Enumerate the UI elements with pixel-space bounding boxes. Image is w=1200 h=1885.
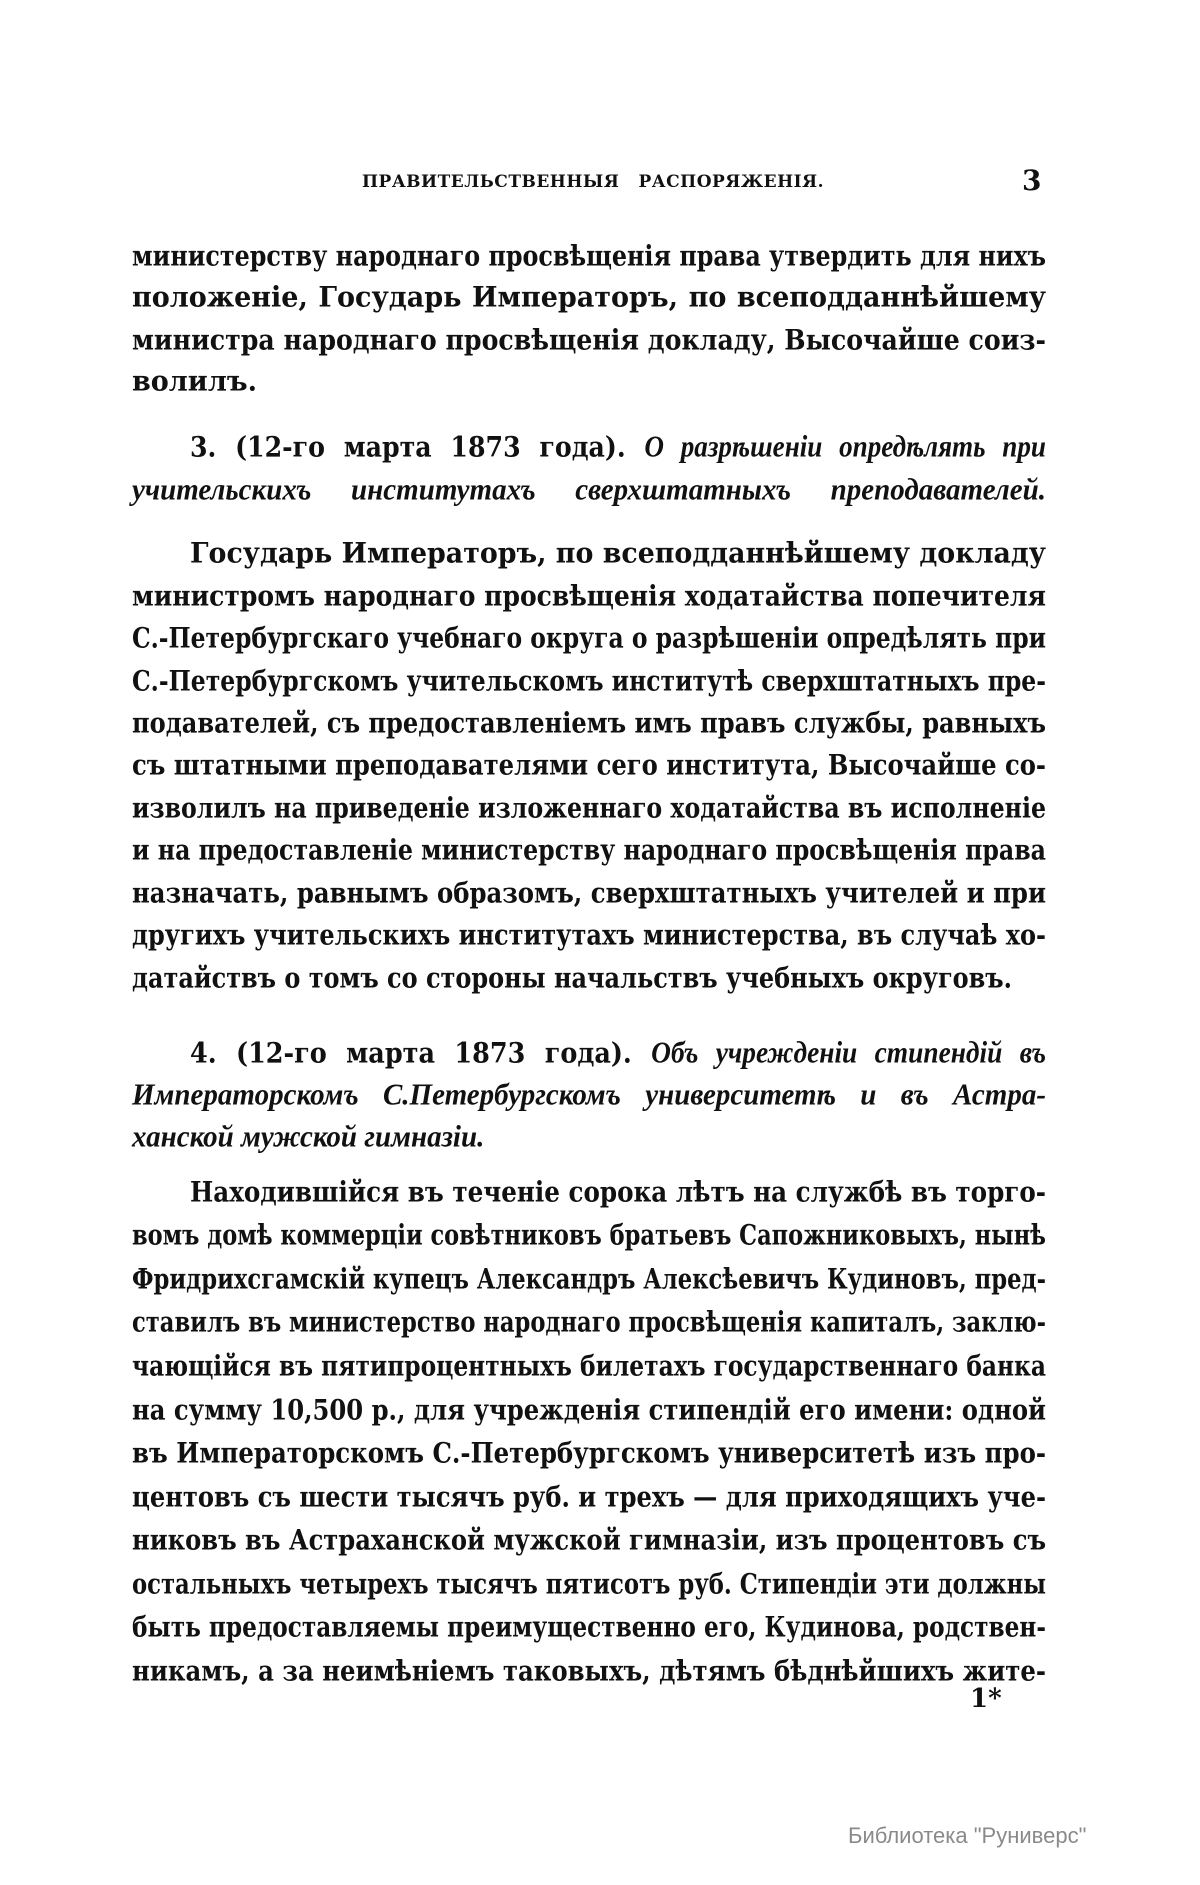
section-3-title-continued: учительскихъ институтахъ сверхштатныхъ преподавателей. bbox=[132, 473, 1046, 507]
text-line: съ штатными преподавателями сего института, Высочайше со- bbox=[132, 749, 1046, 782]
text-line: изволилъ на приведеніе изложеннаго ходатайства въ исполненіе bbox=[132, 792, 1046, 825]
text-line: министра народнаго просвѣщенія докладу, Высочайше соиз- bbox=[132, 324, 1046, 357]
text-line: на сумму 10,500 р., для учрежденія стипендій его имени: одной bbox=[132, 1394, 1046, 1427]
text-line: Находившійся въ теченіе сорока лѣтъ на службѣ въ торго- bbox=[190, 1176, 1046, 1209]
text-line: вомъ домѣ коммерціи совѣтниковъ братьевъ Сапожниковыхъ, нынѣ bbox=[132, 1219, 1046, 1252]
text-line: ставилъ въ министерство народнаго просвѣщенія капиталъ, заклю- bbox=[132, 1306, 1046, 1339]
text-line: назначать, равнымъ образомъ, сверхштатныхъ учителей и при bbox=[132, 877, 1046, 910]
text-line: положеніе, Государь Императоръ, по всеподданнѣйшему bbox=[132, 281, 1046, 314]
text-line: датайствъ о томъ со стороны начальствъ учебныхъ округовъ. bbox=[132, 962, 1012, 995]
text-line: Фридрихсгамскій купецъ Александръ Алексѣевичъ Кудиновъ, пред- bbox=[132, 1263, 1046, 1296]
text-line: С.-Петербургскаго учебнаго округа о разрѣшеніи опредѣлять при bbox=[132, 622, 1046, 655]
text-line: и на предоставленіе министерству народнаго просвѣщенія права bbox=[132, 834, 1046, 867]
section-3-heading-line bbox=[190, 426, 1046, 468]
library-watermark: Библиотека "Руниверс" bbox=[848, 1823, 1087, 1848]
section-3-title: О разрѣшеніи опредѣлять при bbox=[644, 430, 1047, 464]
text-line: центовъ съ шести тысячъ руб. и трехъ — для приходящихъ уче- bbox=[132, 1481, 1046, 1514]
section-4-title-continued: ханской мужской гимназіи. bbox=[132, 1120, 485, 1154]
section-4-heading-line bbox=[190, 1032, 1046, 1074]
section-4-number-date: 4. (12-го марта 1873 года). bbox=[190, 1037, 632, 1070]
text-line: чающійся въ пятипроцентныхъ билетахъ государственнаго банка bbox=[132, 1350, 1046, 1383]
text-line: волилъ. bbox=[132, 365, 257, 398]
text-line: подавателей, съ предоставленіемъ имъ правъ службы, равныхъ bbox=[132, 707, 1046, 740]
running-title: ПРАВИТЕЛЬСТВЕННЫЯ РАСПОРЯЖЕНІЯ. bbox=[362, 172, 824, 192]
section-4-title: Объ учрежденіи стипендій въ bbox=[651, 1036, 1047, 1070]
text-line: никовъ въ Астраханской мужской гимназіи, изъ процентовъ съ bbox=[132, 1524, 1046, 1557]
text-line: никамъ, а за неимѣніемъ таковыхъ, дѣтямъ бѣднѣйшихъ жите- bbox=[132, 1655, 1046, 1688]
signature-mark: 1* bbox=[970, 1684, 1002, 1714]
text-line: остальныхъ четырехъ тысячъ пятисотъ руб. Стипендіи эти должны bbox=[132, 1568, 1046, 1601]
section-3-number-date: 3. (12-го марта 1873 года). bbox=[190, 431, 626, 464]
text-line: въ Императорскомъ С.-Петербургскомъ университетѣ изъ про- bbox=[132, 1437, 1046, 1470]
text-line: быть предоставляемы преимущественно его, Кудинова, родствен- bbox=[132, 1611, 1046, 1644]
text-line: министромъ народнаго просвѣщенія ходатайства попечителя bbox=[132, 580, 1046, 613]
text-line: министерству народнаго просвѣщенія права утвердить для нихъ bbox=[132, 240, 1046, 273]
text-line: другихъ учительскихъ институтахъ министерства, въ случаѣ хо- bbox=[132, 919, 1046, 952]
section-4-title-continued: Императорскомъ С.Петербургскомъ университетѣ и въ Астра- bbox=[132, 1078, 1046, 1112]
text-line: Государь Императоръ, по всеподданнѣйшему докладу bbox=[190, 537, 1046, 570]
text-line: С.-Петербургскомъ учительскомъ институтѣ сверхштатныхъ пре- bbox=[132, 665, 1046, 698]
page-number: 3 bbox=[1022, 164, 1042, 197]
